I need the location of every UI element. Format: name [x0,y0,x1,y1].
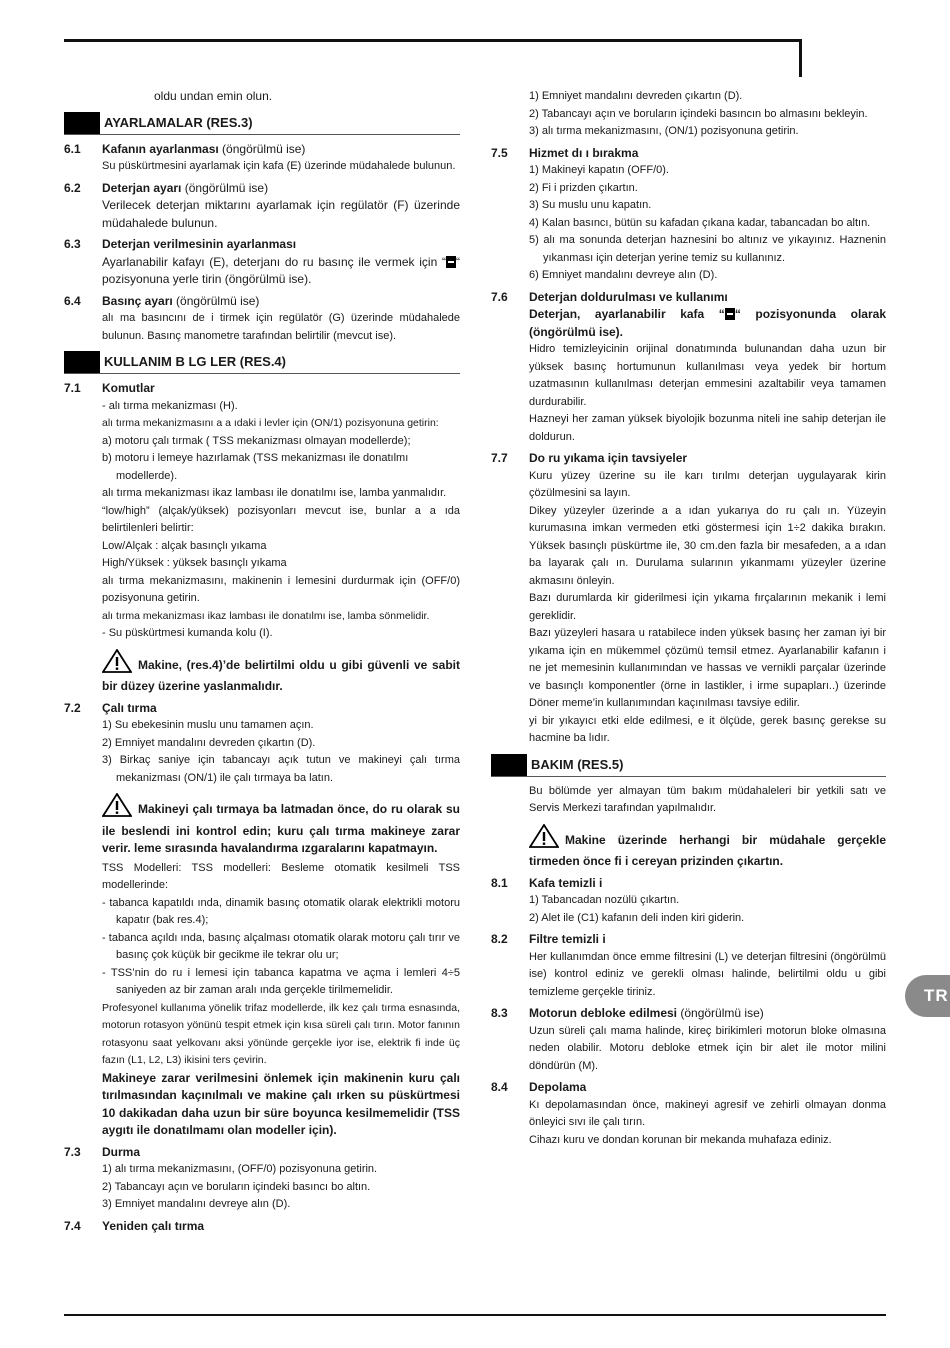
warning-icon [102,649,132,679]
paragraph: Hazneyi her zaman yüksek biyolojik bozunma niteli ine sahip deterjan ile doldurun. [529,413,886,443]
list-item: 3) Emniyet mandalını devreye alın (D). [102,1198,291,1210]
paragraph: alı tırma mekanizması ikaz lambası ile donatılmı ise, lamba yanmalıdır. [102,487,447,499]
section-header-adjustments [64,112,460,135]
list-item: 6) Emniyet mandalını devreye alın (D). [529,269,718,281]
top-rule [64,39,802,42]
section-block [64,351,100,373]
heading-8-4: 8.4 Depolama [491,1080,587,1094]
intro-text: oldu undan emin olun. [154,89,273,103]
list-item: 2) Fi i prizden çıkartın. [529,181,638,194]
section-header-usage [64,351,460,374]
list-item: - tabanca açıldı ında, basınç alçalması otomatik olarak motoru çalı tırır ve basınç çok küçük bir gecikme ile tekrar olu ur; [102,931,460,961]
heading-7-7: 7.7 Do ru yıkama için tavsiyeler [491,451,688,465]
right-column [491,88,886,1149]
list-item: - tabanca kapatıldı ında, dinamik basınç otomatik olarak elektrikli motoru kapatır (bak res.4); [102,896,460,926]
section-title: AYARLAMALAR (RES.3) [104,114,253,130]
list-item: - Su püskürtmesi kumanda kolu (I). [102,627,273,639]
warning-icon [529,824,559,854]
section-header-maintenance [491,754,886,777]
section-block [491,754,527,776]
section-block [64,112,100,134]
paragraph: Cihazı kuru ve dondan korunan bir mekanda muhafaza ediniz. [529,1133,832,1146]
heading-6-2: 6.2 Deterjan ayarı (öngörülmü ise) [64,180,269,195]
section-title: BAKIM (RES.5) [531,756,624,772]
paragraph: TSS Modelleri: TSS modelleri: Besleme otomatik kesilmeli TSS modellerinde: [102,861,460,891]
heading-7-4: 7.4 Yeniden çalı tırma [64,1218,205,1233]
paragraph: High/Yüksek : yüksek basınçlı yıkama [102,557,287,569]
detergent-position-icon [446,256,456,268]
left-column [64,88,460,1235]
paragraph: Low/Alçak : alçak basınçlı yıkama [102,539,267,552]
heading-8-2: 8.2 Filtre temizli i [491,932,606,946]
warning-2: Makineyi çalı tırmaya ba latmadan önce, do ru olarak su ile beslendi ini kontrol edin; kuru çalı tırma makineye zarar verir. leme sırasında havalandırma ızgaralarını kapatmayın. [102,793,460,858]
detergent-position-icon [725,308,735,320]
list-item: 5) alı ma sonunda deterjan haznesini bo altınız ve yıkayınız. Haznenin yıkanması için deterjan yerine temiz su kullanınız. [529,234,886,264]
paragraph: alı ma basıncını de i tirmek için regülatör (G) üzerinde müdahalede bulunun. Basınç manometre tarafından belirtilir (mevcut ise). [102,312,460,342]
heading-7-1: 7.1 Komutlar [64,381,155,395]
paragraph: Bazı yüzeyleri hasara u ratabilece inden yüksek basınç her zaman iyi bir yıkama için en mükemmel çözümü temsil etmez. Ayarlanabilir kafanın i ne jet memesinin kullanımından ve hassas ve vernikli parçalar üzerinde ve basınçlı komponentler (örne in lastikler, i irme supapları..) üzerinde Döner meme’in kullanımından kaçınılması tavsiye edilir. [529,627,886,709]
list-item: 2) Tabancayı açın ve boruların içindeki basıncın bo almasını bekleyin. [529,107,868,120]
list-item: alı tırma mekanizmasını a a ıdaki i levler için (ON/1) pozisyonuna getirin: [102,417,439,429]
paragraph: Deterjan, ayarlanabilir kafa “ “ pozisyonunda olarak (öngörülmü ise). [529,307,886,339]
list-item: b) motoru i lemeye hazırlamak (TSS mekanizması ile donatılmı modellerde). [102,452,409,482]
paragraph: “low/high” (alçak/yüksek) pozisyonları mevcut ise, bunlar a a ıda belirtilenleri belirtir: [102,504,460,534]
list-item: - alı tırma mekanizması (H). [102,399,238,412]
list-item: 2) Alet ile (C1) kafanın deli inden kiri giderin. [529,911,745,924]
paragraph: alı tırma mekanizmasını, makinenin i lemesini durdurmak için (OFF/0) pozisyonuna getirin. [102,574,460,604]
list-item: 1) Tabancadan nozülü çıkartın. [529,894,680,906]
paragraph: Bazı durumlarda kir giderilmesi için yıkama fırçalarının mekanik i lemi gereklidir. [529,592,886,622]
paragraph: yi bir yıkayıcı etki elde edilmesi, e it ölçüde, gerek basınç gerekse su hacmine ba lıdır. [529,714,886,744]
list-item: 4) Kalan basıncı, bütün su kafadan çıkana kadar, tabancadan bo altın. [529,216,871,229]
heading-7-3: 7.3 Durma [64,1144,141,1159]
heading-6-3: 6.3 Deterjan verilmesinin ayarlanması [64,237,297,251]
list-item: 1) Emniyet mandalını devreden çıkartın (D). [529,90,743,102]
paragraph: Verilecek deterjan miktarını ayarlamak için regülatör (F) üzerinde müdahalede bulunun. [102,198,460,230]
paragraph: Dikey yüzeyler üzerinde a a ıdan yukarıya do ru çalı ın. Yüzeyin kurumasına imkan vermeden etki göstermesi için 1÷2 dakika bırakın. Yüksek basınçlı püskürtme ile, 30 cm.den fazla bir mesafeden, a a ıdan ba layarak çalı ın. Durulama sularının yıkanmamı yüzeyler üzerine akmasını önleyin. [529,504,886,587]
paragraph: Uzun süreli çalı mama halinde, kireç birikimleri motorun bloke olmasına neden olabilir. Motoru debloke etmek için bir alet ile motor milini döndürün (M). [529,1024,886,1072]
paragraph: Kuru yüzey üzerine su ile karı tırılmı deterjan uygulayarak kirin çözülmesini sa layın. [529,469,886,499]
heading-7-2: 7.2 Çalı tırma [64,700,157,715]
list-item: - TSS’nin do ru i lemesi için tabanca kapatma ve açma i lemleri 4÷5 saniyeden az bir zaman aralı ında gerçekle tirilmemelidir. [102,966,460,996]
list-item: 1) Makineyi kapatın (OFF/0). [529,164,669,176]
list-item: 3) alı tırma mekanizmasını, (ON/1) pozisyonuna getirin. [529,125,799,137]
paragraph: Hidro temizleyicinin orijinal donatımında bulunandan daha uzun bir yüksek basınç hortumunun kullanılması veya yedek bir hortum uzatmasının kullanılması deterjan emmesini azaltabilir veya tamamen durdurabilir. [529,343,886,408]
section-title: KULLANIM B LG LER (RES.4) [104,354,286,369]
top-rule-corner [799,39,802,77]
paragraph: Ayarlanabilir kafayı (E), deterjanı do ru basınç ile vermek için “ “ pozisyonuna yerle tirin (öngörülmü ise). [102,254,460,286]
heading-6-4: 6.4 Basınç ayarı (öngörülmü ise) [64,293,260,308]
language-tab: TR [905,975,950,1017]
paragraph: Su püskürtmesini ayarlamak için kafa (E) üzerinde müdahalede bulunun. [102,160,456,172]
warning-icon [102,793,132,823]
list-item: 3) Birkaç saniye için tabancayı açık tutun ve makineyi çalı tırma mekanizması (ON/1) ile çalı tırmaya ba latın. [102,754,460,784]
warning-4: Makine üzerinde herhangi bir müdahale gerçekle tirmeden önce fi i cereyan prizinden çıkartın. [529,824,886,871]
list-item: 1) alı tırma mekanizmasını, (OFF/0) pozisyonuna getirin. [102,1163,378,1175]
heading-7-6: 7.6 Deterjan doldurulması ve kullanımı [491,289,728,304]
list-item: 3) Su muslu unu kapatın. [529,199,652,211]
paragraph: alı tırma mekanizması ikaz lambası ile donatılmı ise, lamba sönmelidir. [102,609,430,622]
paragraph: Bu bölümde yer almayan tüm bakım müdahaleleri bir yetkili satı ve Servis Merkezi tarafından yapılmalıdır. [529,784,886,814]
list-item: a) motoru çalı tırmak ( TSS mekanizması olmayan modellerde); [102,434,411,447]
paragraph: Kı depolamasından önce, makineyi agresif ve zehirli olmayan donma önleyici sıvı ile çalı tırın. [529,1098,886,1128]
heading-8-3: 8.3 Motorun debloke edilmesi (öngörülmü ise) [491,1006,764,1020]
warning-1: Makine, (res.4)’de belirtilmi oldu u gibi güvenli ve sabit bir düzey üzerine yaslanmalıdır. [102,649,460,696]
list-item: 2) Tabancayı açın ve boruların içindeki basıncı bo altın. [102,1180,371,1193]
warning-text: Makineye zarar verilmesini önlemek için makinenin kuru çalı tırılmasından kaçınılmalı ve makine çalı ırken su püskürtmesi 10 dakikadan daha uzun bir süre boyunca kesilmemelidir (TSS aygıtı ile donatılmamı olan modeller için). [102,1070,460,1137]
paragraph: Her kullanımdan önce emme filtresini (L) ve deterjan filtresini (öngörülmü ise) kontrol ediniz ve gerekli olması halinde, belirtilmi oldu u gibi temizleme gerçekle tiriniz. [529,950,886,998]
heading-6-1: 6.1 Kafanın ayarlanması (öngörülmü ise) [64,141,306,156]
list-item: 1) Su ebekesinin muslu unu tamamen açın. [102,719,314,731]
paragraph: Profesyonel kullanıma yönelik trifaz modellerde, ilk kez çalı tırma esnasında, motorun rotasyon yönünü tespit etmek için kısa süreli çalı tırın. Motor fanının rotasyonu saat yelkovanı aksi yönünde gerçekle iyor ise, elektrik fi inde üç fazın (L1, L2, L3) ikisini ters çevirin. [102,1001,460,1066]
heading-8-1: 8.1 Kafa temizli i [491,875,603,890]
heading-7-5: 7.5 Hizmet dı ı bırakma [491,145,639,160]
list-item: 2) Emniyet mandalını devreden çıkartın (D). [102,736,316,749]
bottom-rule [64,1314,886,1316]
